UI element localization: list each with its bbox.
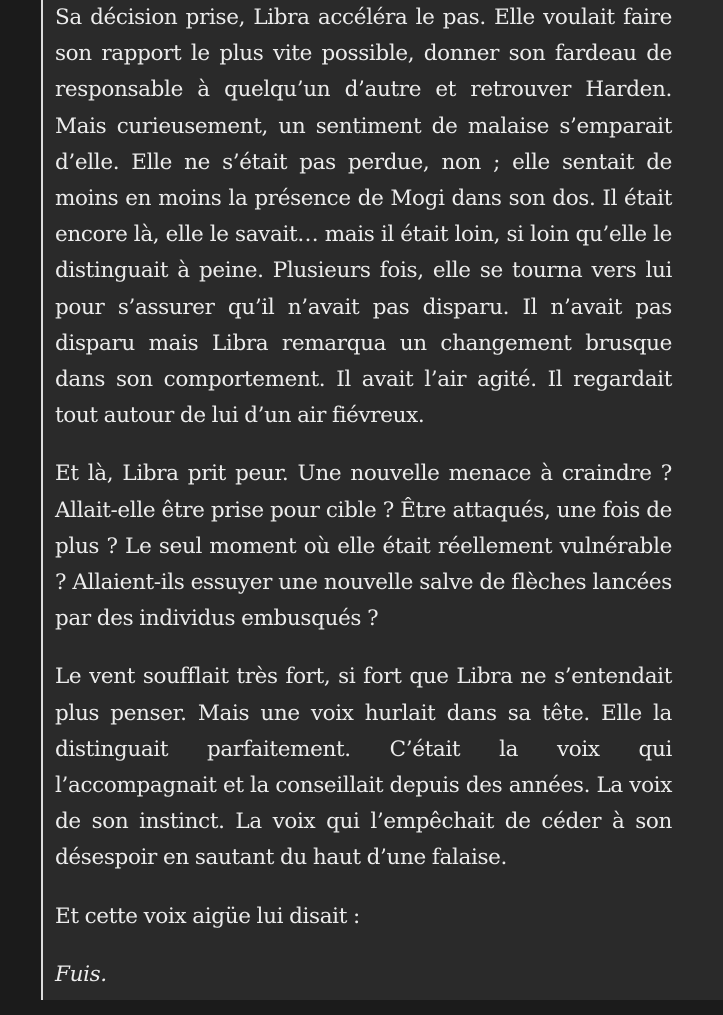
paragraph-4: Et cette voix aigüe lui disait : [55,903,360,929]
paragraph-3: Le vent soufflait très fort, si fort que Libra ne s’entendait plus penser. Mais une voix hurlait dans sa tête. Elle la distinguait parfaitement. C’était la voix qui l’accompagnait et la conseillait depuis des années. La voix de son instinct. La voix qui l’empêchait de céder à son désespoir en sautant du haut d’une falaise. [55,664,672,871]
document-page [41,0,723,1000]
story-text [55,0,672,1015]
paragraph-5: Fuis. [55,961,107,987]
paragraph-1: Sa décision prise, Libra accéléra le pas. Elle voulait faire son rapport le plus vite possible, donner son fardeau de responsable à quelqu’un d’autre et retrouver Harden. Mais curieusement, un sentiment de malaise s’emparait d’elle. Elle ne s’était pas perdue, non ; elle sentait de moins en moins la présence de Mogi dans son dos. Il était encore là, elle le savait… mais il était loin, si loin qu’elle le distinguait à peine. Plusieurs fois, elle se tourna vers lui pour s’assurer qu’il n’avait pas disparu. Il n’avait pas disparu mais Libra remarqua un changement brusque dans son comportement. Il avait l’air agité. Il regardait tout autour de lui d’un air fiévreux. [55,5,672,429]
paragraph-2: Et là, Libra prit peur. Une nouvelle menace à craindre ? Allait-elle être prise pour cible ? Être attaqués, une fois de plus ? Le seul moment où elle était réellement vulnérable ? Allaient-ils essuyer une nouvelle salve de flèches lancées par des individus embusqués ? [55,461,672,632]
